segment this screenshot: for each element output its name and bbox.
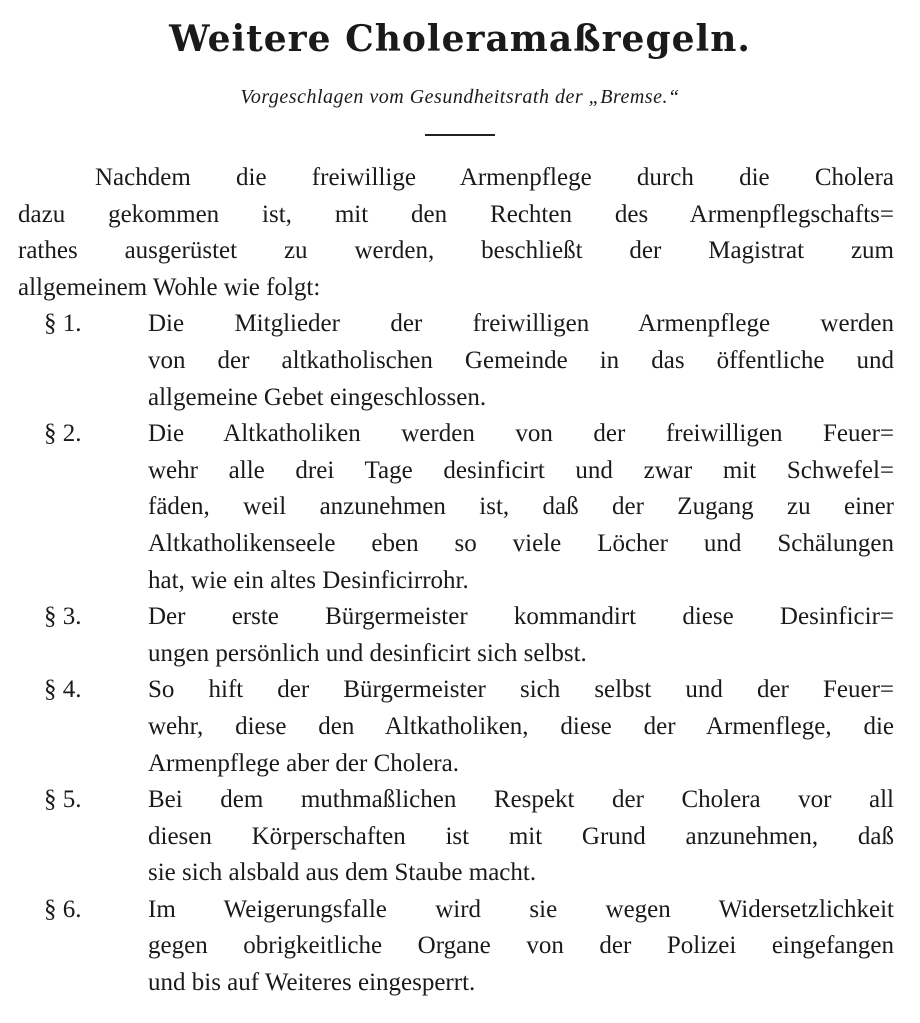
article-body: [18, 160, 894, 1002]
section-number: § 3.: [44, 603, 82, 631]
text-line: Bei dem muthmaßlichen Respekt der Cholera vor all: [148, 786, 894, 814]
section-text: [148, 782, 894, 892]
text-line: fäden, weil anzunehmen ist, daß der Zugang zu einer: [148, 493, 894, 521]
text-line: wehr, diese den Altkatholiken, diese der Armenflege, die: [148, 712, 894, 740]
text-line: Die Altkatholiken werden von der freiwilligen Feuer=: [148, 420, 894, 448]
text-line: rathes ausgerüstet zu werden, beschließt der Magistrat zum: [18, 237, 894, 265]
text-line: Armenpflege aber der Cholera.: [148, 749, 459, 777]
text-line: Der erste Bürgermeister kommandirt diese Desinficir=: [148, 603, 894, 631]
section-text: [148, 416, 894, 599]
text-line: So hift der Bürgermeister sich selbst und der Feuer=: [148, 676, 894, 704]
section-list: [18, 306, 894, 1001]
text-line: Altkatholikenseele eben so viele Löcher und Schälungen: [148, 529, 894, 557]
section-number: § 5.: [44, 786, 82, 814]
text-line: ungen persönlich und desinficirt sich selbst.: [148, 639, 587, 667]
page-title: Weitere Choleramaßregeln.: [169, 18, 751, 60]
section-1: [18, 306, 894, 416]
section-text: [148, 599, 894, 672]
text-line: von der altkatholischen Gemeinde in das öffentliche und: [148, 346, 894, 374]
text-line: sie sich alsbald aus dem Staube macht.: [148, 859, 537, 887]
text-line: diesen Körperschaften ist mit Grund anzunehmen, daß: [148, 822, 894, 850]
section-2: [18, 416, 894, 599]
section-text: [148, 892, 894, 1002]
text-line: allgemeine Gebet eingeschlossen.: [148, 383, 487, 411]
section-number: § 4.: [44, 676, 82, 704]
subtitle: Vorgeschlagen vom Gesundheitsrath der „Bremse.“: [240, 86, 680, 108]
intro-paragraph: [18, 160, 894, 306]
text-line: gegen obrigkeitliche Organe von der Polizei eingefangen: [148, 932, 894, 960]
text-line: wehr alle drei Tage desinficirt und zwar mit Schwefel=: [148, 456, 894, 484]
section-6: [18, 892, 894, 1002]
section-number: § 6.: [44, 895, 82, 923]
section-number: § 1.: [44, 310, 82, 338]
section-4: [18, 672, 894, 782]
text-line: hat, wie ein altes Desinficirrohr.: [148, 566, 469, 594]
text-line: und bis auf Weiteres eingesperrt.: [148, 969, 476, 997]
divider: [425, 134, 495, 136]
section-text: [148, 306, 894, 416]
text-line: Im Weigerungsfalle wird sie wegen Widersetzlichkeit: [148, 895, 894, 923]
text-line: dazu gekommen ist, mit den Rechten des Armenpflegschafts=: [18, 200, 894, 228]
text-line: Die Mitglieder der freiwilligen Armenpflege werden: [148, 310, 894, 338]
text-line: Nachdem die freiwillige Armenpflege durch die Cholera: [95, 164, 894, 191]
section-number: § 2.: [44, 420, 82, 448]
text-line: allgemeinem Wohle wie folgt:: [18, 273, 321, 301]
section-text: [148, 672, 894, 782]
section-3: [18, 599, 894, 672]
section-5: [18, 782, 894, 892]
